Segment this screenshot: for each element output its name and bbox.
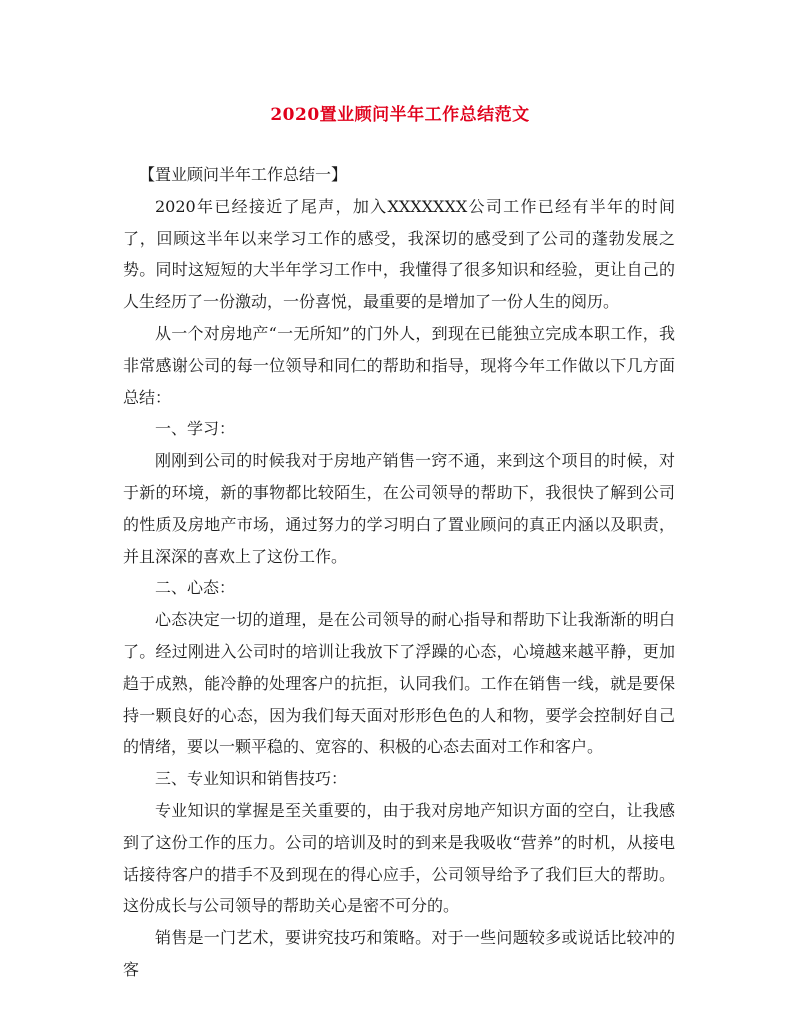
paragraph-learning: 刚刚到公司的时候我对于房地产销售一窍不通，来到这个项目的时候，对于新的环境，新的事物都比较陌生，在公司领导的帮助下，我很快了解到公司的性质及房地产市场，通过努力的学习明白了置业顾问的真正内涵以及职责，并且深深的喜欢上了这份工作。 [123,451,675,566]
paragraph-intro: 2020年已经接近了尾声，加入XXXXXXX公司工作已经有半年的时间了，回顾这半年以来学习工作的感受，我深切的感受到了公司的蓬勃发展之势。同时这短短的大半年学习工作中，我懂得了很多知识和经验，更让自己的人生经历了一份激动，一份喜悦，最重要的是增加了一份人生的阅历。 [123,196,675,312]
document-title: 2020置业顾问半年工作总结范文 [270,105,530,125]
paragraph-knowledge: 专业知识的掌握是至关重要的，由于我对房地产知识方面的空白，让我感到了这份工作的压力。公司的培训及时的到来是我吸收“营养”的时机，从接电话接待客户的措手不及到现在的得心应手，公司领导给予了我们巨大的帮助。这份成长与公司领导的帮助关心是密不可分的。 [123,800,675,916]
paragraph-mindset: 心态决定一切的道理，是在公司领导的耐心指导和帮助下让我渐渐的明白了。经过刚进入公司时的培训让我放下了浮躁的心态，心境越来越平静，更加趋于成熟，能冷静的处理客户的抗拒，认同我们。工作在销售一线，就是要保持一颗良好的心态，因为我们每天面对形形色色的人和物，要学会控制好自己的情绪，要以一颗平稳的、宽容的、积极的心态去面对工作和客户。 [123,610,675,757]
document-body [123,159,675,986]
section-heading-mindset: 二、心态： [155,578,236,598]
section-heading-skills: 三、专业知识和销售技巧： [155,769,348,789]
paragraph-gratitude: 从一个对房地产“一无所知”的门外人，到现在已能独立完成本职工作，我非常感谢公司的每一位领导和同仁的帮助和指导，现将今年工作做以下几方面总结： [123,323,675,407]
section-heading-learning: 一、学习： [155,419,236,439]
paragraph-sales: 销售是一门艺术，要讲究技巧和策略。对于一些问题较多或说话比较冲的客 [123,928,675,979]
section-heading-summary-one: 【置业顾问半年工作总结一】 [139,165,348,184]
